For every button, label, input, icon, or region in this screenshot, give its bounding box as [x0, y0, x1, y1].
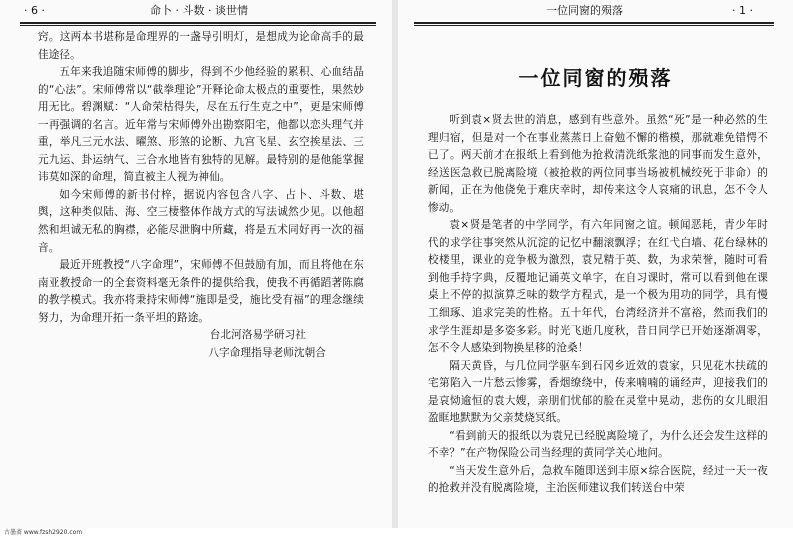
chapter-title: 一位同窗的殒落 [518, 66, 673, 90]
signature-organization: 台北河洛易学研习社 [209, 329, 306, 342]
right-header-rule [414, 22, 774, 24]
right-page-number: · 1 · [732, 4, 753, 17]
right-paragraph-5: “当天发生意外后，急救车随即送到丰原×综合医院，经过一天一夜的抢救并没有脱离险境，主治医师建议我们转送台中荣 [428, 464, 768, 495]
right-running-head: 一位同窗的殒落 [546, 4, 623, 17]
right-paragraph-3: 隔天黄昏，与几位同学驱车到石冈乡近效的袁家，只见花木扶疏的宅第陷入一片愁云惨雾，香烟缭绕中，传来喃喃的诵经声，迎接我们的是哀恸逾恒的袁大嫂，亲朋们忧郁的脸在灵堂中晃动，悲伤的女儿眼泪盈眶地默默为父亲焚烧冥纸。 [428, 359, 768, 425]
left-paragraph-1: 窍。这两本书堪称是命理界的一盏导引明灯，是想成为论命高手的最佳途径。 [38, 31, 364, 61]
left-page [0, 0, 392, 528]
site-watermark: 古墨斋 www.fzsh2920.com [4, 529, 83, 536]
right-header-rule-thin [414, 25, 774, 26]
right-paragraph-4: “看到前天的报纸以为袁兄已经脱离险境了，为什么还会发生这样的不幸？”在产物保险公司当经理的黄同学关心地问。 [428, 429, 768, 460]
right-body [428, 112, 768, 498]
right-paragraph-1: 听到袁×贤去世的消息，感到有些意外。虽然“死”是一种必然的生理归宿，但是对一个在事业蒸蒸日上奋勉不懈的楷模，那就难免错愕不已了。两天前才在报纸上看到他为抢救清洗纸浆池的同事而发生意外，经送医急救已脱离险境（被抢救的两位同事当场被机械绞死于非命）的新闻，正在为他侥免于难庆幸时，却传来这令人哀痛的讯息，怎不令人惨动。 [428, 114, 768, 214]
left-paragraph-3: 如今宋师傅的新书付梓，据说内容包含八字、占卜、斗数、堪舆，这种类似陆、海、空三棲整体作战方式的写法诚然少见。以他超然和坦诚无私的胸襟，必能尽泄胸中所藏，将是五术同好再一次的福音。 [38, 188, 364, 254]
left-header-rule [20, 22, 376, 24]
left-body [38, 29, 364, 362]
left-paragraph-4: 最近开班教授“八字命理”，宋师傅不但鼓励有加，而且将他在东南亚教授命一的全套资料毫无条件的提供给我，使我不再循蹈著陈腐的教学模式。我亦将秉持宋师傅“施即是受，施比受有福”的理念继续努力，为命理开拓一条平坦的路途。 [38, 259, 364, 324]
left-paragraph-2: 五年来我追随宋师傅的脚步，得到不少他经验的累积、心血结晶的“心法”。宋师傅常以“截拳理论”开释论命太极点的重要性，果然妙用无比。碧渊赋：“人命荣枯得失，尽在五行生克之中”，更是宋师傅一再强调的名言。近年常与宋师傅外出勘察阳宅，他都以恋头理气并重，举凡三元水法、曜煞、形煞的论断、九宫飞星、玄空挨星法、三元九运、卦运纳气、三合水地皆有独特的见解。最特别的是他能掌握讳莫如深的命理，简直被主人视为神仙。 [38, 66, 364, 184]
left-page-number: · 6 · [24, 4, 45, 17]
left-header-rule-thin [20, 25, 376, 26]
right-paragraph-2: 袁×贤是笔者的中学同学，有六年同窗之谊。顿闻恶耗，青少年时代的求学往事突然从沉淀的记忆中翻滚飘浮；在红弋白墙、花台绿林的校楼里，课业的竞争极为激烈，袁兄精于英、数，为求荣誉，随时可看到他手持字典，反覆地记诵英文单字，在自习课时，常可以看到他在课桌上不停的拟演算乏味的数学方程式，是一个极为用功的同学，具有慢工细琢、追求完美的性格。五十年代，台湾经济并不富裕，然而我们的求学生涯却是多姿多彩。时光飞逝几度秋，昔日同学已开始逐渐凋零，怎不令人感染到物换星移的沧桑！ [428, 219, 768, 355]
left-running-head: 命卜 · 斗数 · 谈世情 [150, 4, 248, 17]
right-page [398, 0, 793, 528]
signature-author: 八字命理指导老师沈朝合 [208, 346, 326, 359]
